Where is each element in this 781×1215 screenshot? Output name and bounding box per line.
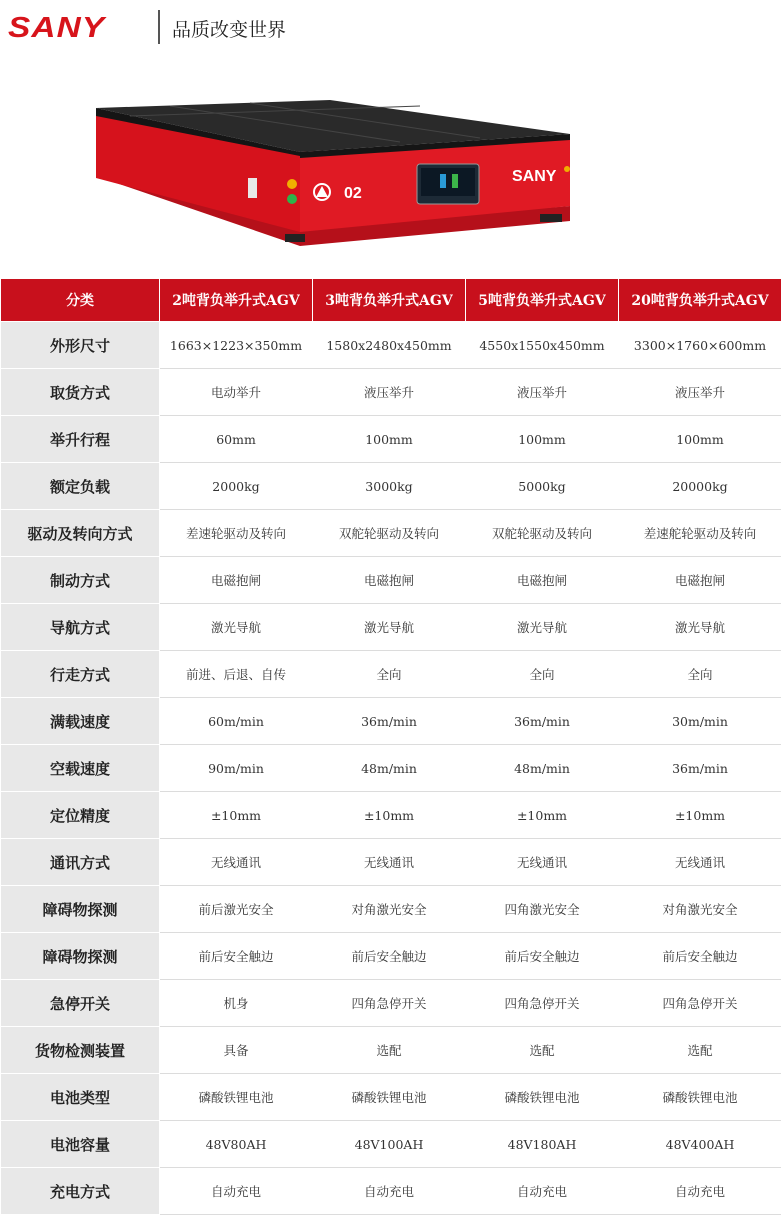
table-row [1,1027,781,1074]
table-cell: 自动充电 [160,1168,313,1215]
table-cell: 无线通讯 [466,839,619,886]
table-cell: ±10mm [160,792,313,839]
row-label: 导航方式 [1,604,160,651]
table-row [1,510,781,557]
agv-product-image [0,56,781,278]
table-cell: 100mm [466,416,619,463]
table-cell: 全向 [619,651,781,698]
table-row [1,980,781,1027]
row-label: 障碍物探测 [1,933,160,980]
table-cell: 激光导航 [313,604,466,651]
table-cell: 电磁抱闸 [466,557,619,604]
table-cell: 100mm [619,416,781,463]
table-cell: 液压举升 [466,369,619,416]
table-cell: 激光导航 [619,604,781,651]
column-header: 分类 [1,279,160,322]
table-cell: 48V180AH [466,1121,619,1168]
table-cell: 1580x2480x450mm [313,322,466,369]
table-cell: 无线通讯 [160,839,313,886]
row-label: 电池容量 [1,1121,160,1168]
table-cell: 双舵轮驱动及转向 [313,510,466,557]
table-cell: 前后激光安全 [160,886,313,933]
table-cell: 36m/min [313,698,466,745]
brand-slogan: 品质改变世界 [172,15,286,42]
table-cell: 电磁抱闸 [313,557,466,604]
table-cell: 1663×1223×350mm [160,322,313,369]
table-cell: 磷酸铁锂电池 [313,1074,466,1121]
table-row [1,1168,781,1215]
table-cell: 60mm [160,416,313,463]
table-cell: 激光导航 [466,604,619,651]
table-row [1,651,781,698]
table-row [1,745,781,792]
column-header: 20吨背负举升式AGV [619,279,781,322]
table-cell: 磷酸铁锂电池 [619,1074,781,1121]
table-cell: 磷酸铁锂电池 [466,1074,619,1121]
table-cell: 自动充电 [466,1168,619,1215]
table-cell: 36m/min [466,698,619,745]
table-cell: 无线通讯 [313,839,466,886]
table-cell: 3300×1760×600mm [619,322,781,369]
table-cell: 90m/min [160,745,313,792]
row-label: 通讯方式 [1,839,160,886]
table-row [1,604,781,651]
table-cell: 液压举升 [619,369,781,416]
table-cell: 前后安全触边 [466,933,619,980]
table-cell: 电磁抱闸 [619,557,781,604]
table-cell: 电动举升 [160,369,313,416]
table-row [1,698,781,745]
table-cell: 前进、后退、自传 [160,651,313,698]
table-cell: 前后安全触边 [160,933,313,980]
row-label: 额定负载 [1,463,160,510]
row-label: 外形尺寸 [1,322,160,369]
row-label: 行走方式 [1,651,160,698]
table-cell: 四角急停开关 [619,980,781,1027]
table-cell: 20000kg [619,463,781,510]
table-cell: 机身 [160,980,313,1027]
page-header [0,0,781,52]
column-header: 5吨背负举升式AGV [466,279,619,322]
table-cell: 2000kg [160,463,313,510]
table-cell: 四角急停开关 [313,980,466,1027]
table-cell: 无线通讯 [619,839,781,886]
table-header-row [1,279,781,322]
table-cell: 磷酸铁锂电池 [160,1074,313,1121]
table-cell: 前后安全触边 [619,933,781,980]
table-cell: 100mm [313,416,466,463]
row-label: 制动方式 [1,557,160,604]
table-cell: 前后安全触边 [313,933,466,980]
vehicle-brand: SANY [512,168,557,185]
table-cell: 4550x1550x450mm [466,322,619,369]
agv-spec-table [0,278,781,1215]
row-label: 货物检测装置 [1,1027,160,1074]
table-cell: 选配 [313,1027,466,1074]
table-row [1,1074,781,1121]
table-cell: 自动充电 [313,1168,466,1215]
table-cell: 60m/min [160,698,313,745]
vehicle-number: 02 [344,185,362,202]
table-cell: 双舵轮驱动及转向 [466,510,619,557]
table-row [1,322,781,369]
row-label: 定位精度 [1,792,160,839]
table-cell: ±10mm [619,792,781,839]
table-row [1,886,781,933]
table-cell: 全向 [466,651,619,698]
table-cell: ±10mm [313,792,466,839]
table-cell: 48V400AH [619,1121,781,1168]
row-label: 障碍物探测 [1,886,160,933]
table-row [1,369,781,416]
table-cell: 48m/min [466,745,619,792]
table-cell: 对角激光安全 [313,886,466,933]
table-cell: 48V80AH [160,1121,313,1168]
table-cell: 5000kg [466,463,619,510]
agv-vehicle-illustration [0,56,781,278]
table-cell: 差速轮驱动及转向 [160,510,313,557]
table-cell: 对角激光安全 [619,886,781,933]
table-cell: 差速舵轮驱动及转向 [619,510,781,557]
table-cell: 全向 [313,651,466,698]
table-row [1,933,781,980]
table-cell: 四角急停开关 [466,980,619,1027]
table-cell: 48m/min [313,745,466,792]
column-header: 3吨背负举升式AGV [313,279,466,322]
row-label: 电池类型 [1,1074,160,1121]
table-cell: ±10mm [466,792,619,839]
row-label: 充电方式 [1,1168,160,1215]
table-cell: 液压举升 [313,369,466,416]
table-row [1,839,781,886]
table-row [1,1121,781,1168]
table-cell: 自动充电 [619,1168,781,1215]
table-cell: 选配 [619,1027,781,1074]
row-label: 满载速度 [1,698,160,745]
table-row [1,463,781,510]
row-label: 驱动及转向方式 [1,510,160,557]
table-cell: 48V100AH [313,1121,466,1168]
row-label: 取货方式 [1,369,160,416]
sany-logo: SANY [8,12,105,45]
table-cell: 四角激光安全 [466,886,619,933]
table-row [1,792,781,839]
table-row [1,416,781,463]
header-divider [158,10,160,44]
table-cell: 30m/min [619,698,781,745]
table-cell: 电磁抱闸 [160,557,313,604]
row-label: 急停开关 [1,980,160,1027]
table-cell: 36m/min [619,745,781,792]
row-label: 空载速度 [1,745,160,792]
column-header: 2吨背负举升式AGV [160,279,313,322]
table-cell: 3000kg [313,463,466,510]
table-row [1,557,781,604]
table-cell: 激光导航 [160,604,313,651]
table-cell: 选配 [466,1027,619,1074]
row-label: 举升行程 [1,416,160,463]
table-cell: 具备 [160,1027,313,1074]
